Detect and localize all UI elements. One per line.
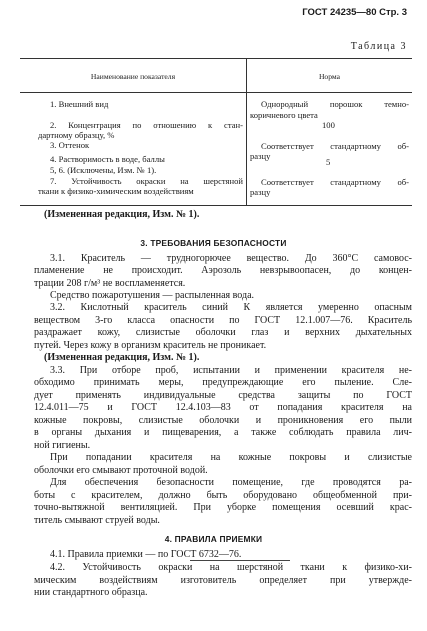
- text-line: нии стандартного образца.: [34, 587, 148, 598]
- row-name: 2. Концентрация по отношению к стан-: [50, 120, 243, 130]
- row-norm: разцу: [250, 151, 271, 161]
- table-header-rule: [20, 92, 412, 93]
- text-line: 3.3. При отборе проб, испытании и применении красителя не-: [50, 365, 412, 376]
- row-name: 1. Внешний вид: [50, 99, 109, 109]
- text-line: ной гигиены.: [34, 440, 91, 451]
- row-norm: разцу: [250, 187, 271, 197]
- text-line: веществом 3-го класса опасности по ГОСТ 12.1.007—76. Краситель: [34, 315, 412, 326]
- column-header-indicator: Наименование показателя: [90, 72, 176, 81]
- text-line: мическим воздействиям изготовитель определяет при утвержде-: [34, 575, 412, 586]
- text-line: Для обеспечения безопасности помещение, где проводятся ра-: [50, 477, 412, 488]
- section-heading: 4. ПРАВИЛА ПРИЕМКИ: [164, 534, 263, 544]
- text-line: кожные покровы, слизистые оболочки и проникновения его пыли: [34, 415, 412, 426]
- underline-mark: [190, 560, 290, 561]
- text-line: Средство пожаротушения — распыленная вода.: [50, 290, 255, 301]
- text-line: пламенение не происходит. Аэрозоль невзрывоопасен, до концен-: [34, 265, 412, 276]
- table-top-rule: [20, 58, 412, 59]
- document-title: ГОСТ 24235—80 Стр. 3: [302, 7, 407, 18]
- text-line: обходимо принимать меры, предупреждающие его пыление. Сле-: [34, 377, 412, 388]
- text-line: 3.2. Кислотный краситель синий К является умеренно опасным: [50, 302, 412, 313]
- text-line: точно-вытяжной вентиляцией. При уборке помещения осевший крас-: [34, 502, 412, 513]
- table-label: Таблица 3: [350, 41, 407, 52]
- row-name: 4. Растворимость в воде, баллы: [50, 154, 165, 164]
- text-line: боты с красителем, должно быть оборудовано общеобменной при-: [34, 490, 412, 501]
- text-line: 3.1. Краситель — трудногорючее вещество. До 360°С самовос-: [50, 253, 412, 264]
- row-norm: 5: [326, 157, 331, 167]
- text-line: дует применять индивидуальные средства защиты по ГОСТ: [34, 390, 412, 401]
- row-name: ткани к физико-химическим воздействиям: [38, 186, 194, 196]
- row-norm: Соответствует стандартному об-: [261, 177, 409, 187]
- text-line: путей. Через кожу в организм краситель не проникает.: [34, 340, 267, 351]
- row-name: дартному образцу, %: [38, 130, 115, 140]
- row-name: 7. Устойчивость окраски на шерстяной: [50, 176, 243, 186]
- text-line: титель смывают струей воды.: [34, 515, 160, 526]
- amendment-note: (Измененная редакция, Изм. № 1).: [44, 209, 200, 220]
- text-line: 4.1. Правила приемки — по ГОСТ 6732—76.: [50, 549, 242, 560]
- text-line: 12.4.011—75 и ГОСТ 12.4.103—83 от попадания красителя на: [34, 402, 412, 413]
- text-line: раздражает кожу, слизистые оболочки глаз и верхних дыхательных: [34, 327, 412, 338]
- text-line: 4.2. Устойчивость окраски на шерстяной ткани к физико-хи-: [50, 562, 412, 573]
- text-line: оболочки его смывают проточной водой.: [34, 465, 208, 476]
- row-name: 5, 6. (Исключены, Изм. № 1).: [50, 165, 157, 175]
- row-norm: 100: [322, 120, 335, 130]
- amendment-note: (Измененная редакция, Изм. № 1).: [44, 352, 200, 363]
- table-bottom-rule: [20, 205, 412, 206]
- text-line: При попадании красителя на кожные покровы и слизистые: [50, 452, 412, 463]
- text-line: в органы дыхания и пищеварения, а также соблюдать правила лич-: [34, 427, 412, 438]
- row-norm: Однородный порошок темно-: [261, 99, 409, 109]
- row-name: 3. Оттенок: [50, 140, 90, 150]
- row-norm: Соответствует стандартному об-: [261, 141, 409, 151]
- column-header-norm: Норма: [318, 72, 341, 81]
- row-norm: коричневого цвета: [250, 110, 318, 120]
- text-line: трации 208 г/м³ не воспламеняется.: [34, 278, 186, 289]
- section-heading: 3. ТРЕБОВАНИЯ БЕЗОПАСНОСТИ: [140, 238, 287, 248]
